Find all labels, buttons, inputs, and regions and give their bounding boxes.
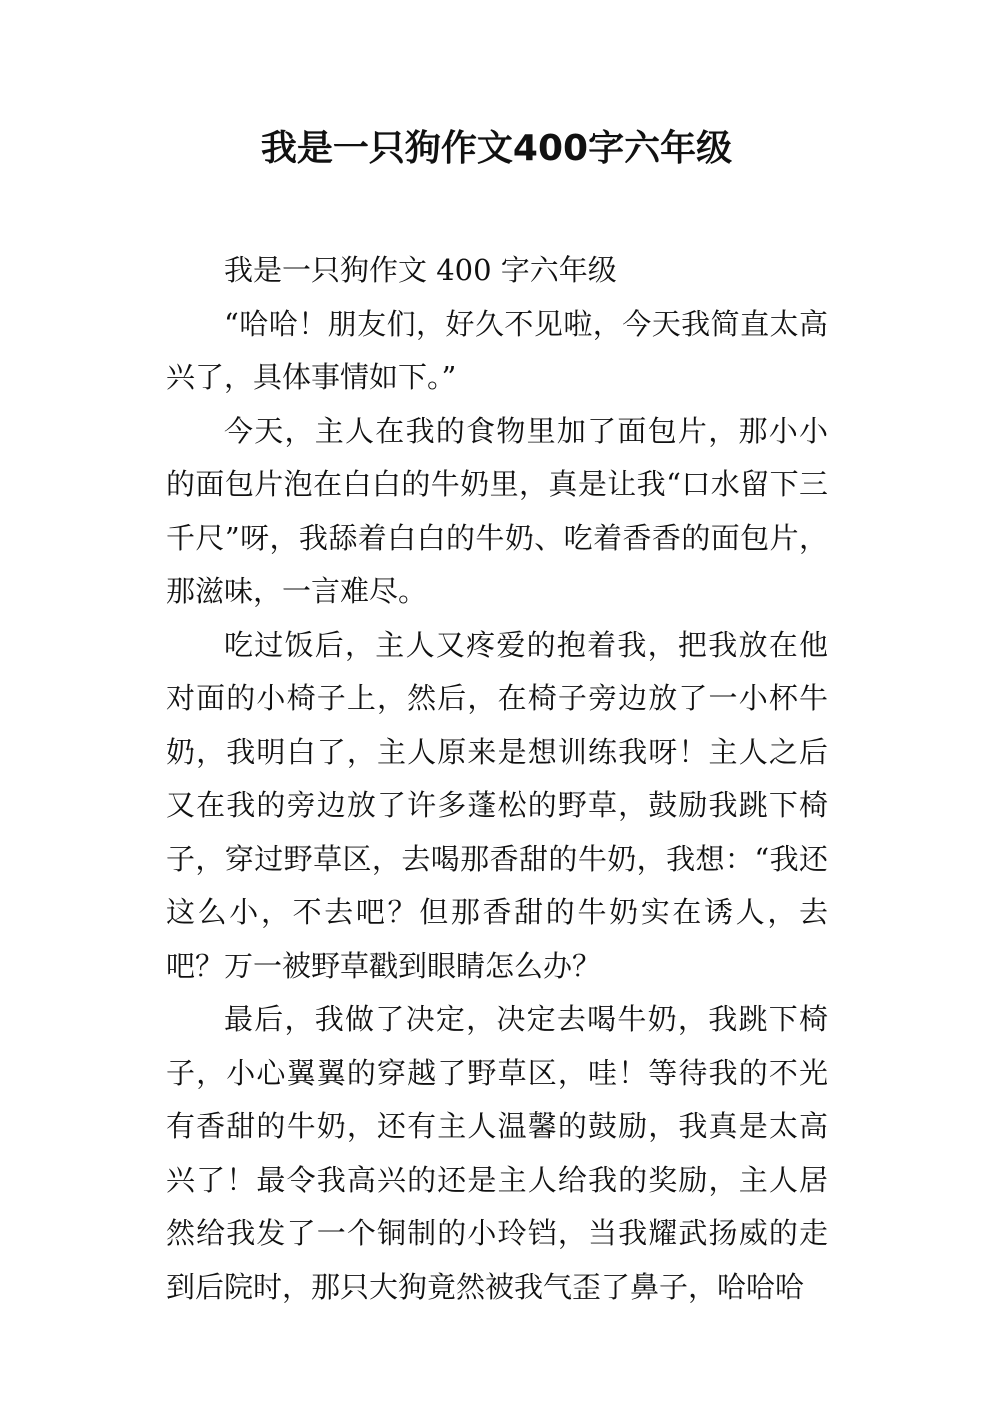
paragraph-reward: 最后，我做了决定，决定去喝牛奶，我跳下椅子，小心翼翼的穿越了野草区，哇！等待我的不光有香甜的牛奶，还有主人温馨的鼓励，我真是太高兴了！最令我高兴的还是主人给我的奖励，主人居然给我发了一个铜制的小玲铛，当我耀武扬威的走到后院时，那只大狗竟然被我气歪了鼻子，哈哈哈 <box>166 1002 828 1304</box>
paragraph-subtitle: 我是一只狗作文 400 字六年级 <box>224 253 617 287</box>
paragraph-greeting: “哈哈！朋友们，好久不见啦，今天我简直太高兴了，具体事情如下。” <box>166 306 828 394</box>
paragraph-breakfast: 今天，主人在我的食物里加了面包片，那小小的面包片泡在白白的牛奶里，真是让我“口水留下三千尺”呀，我舔着白白的牛奶、吃着香香的面包片，那滋味，一言难尽。 <box>166 413 828 608</box>
paragraph-training: 吃过饭后，主人又疼爱的抱着我，把我放在他对面的小椅子上，然后，在椅子旁边放了一小杯牛奶，我明白了，主人原来是想训练我呀！主人之后又在我的旁边放了许多蓬松的野草，鼓励我跳下椅子，穿过野草区，去喝那香甜的牛奶，我想：“我还这么小，不去吧？但那香甜的牛奶实在诱人，去吧？万一被野草戳到眼睛怎么办？ <box>166 627 828 983</box>
document-title: 我是一只狗作文400字六年级 <box>260 128 733 169</box>
document-body <box>166 244 828 1314</box>
